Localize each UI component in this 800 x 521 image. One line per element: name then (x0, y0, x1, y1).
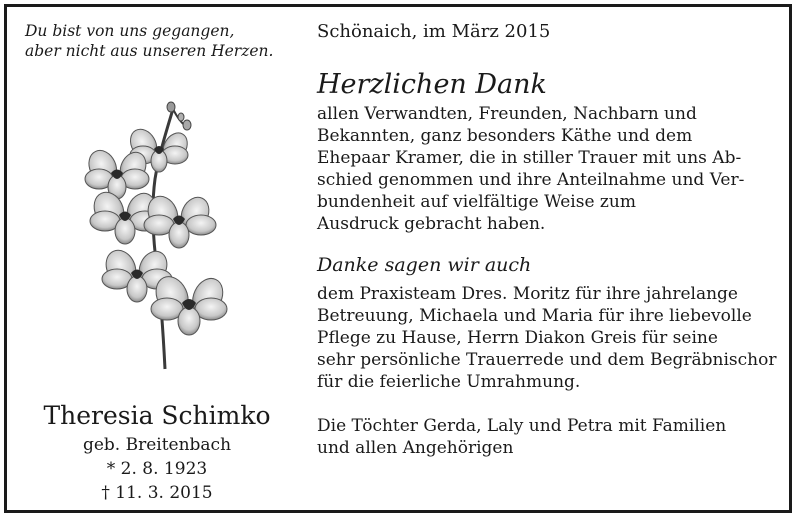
death-date: † 11. 3. 2015 (101, 483, 213, 503)
text-line: allen Verwandten, Freunden, Nachbarn und (317, 104, 697, 124)
birth-date: * 2. 8. 1923 (106, 459, 208, 479)
thanks-paragraph (317, 103, 777, 235)
text-line: bundenheit auf vielfältige Weise zum (317, 192, 636, 212)
maiden-name: geb. Breitenbach (82, 435, 232, 455)
motto-line: aber nicht aus unseren Herzen. (25, 42, 274, 60)
text-line: Betreuung, Michaela und Maria für ihre liebevolle (317, 306, 752, 326)
motto-line: Du bist von uns gegangen, (25, 22, 235, 40)
text-line: Ausdruck gebracht haben. (317, 214, 546, 234)
signature (317, 415, 777, 459)
motto (25, 21, 295, 61)
text-line: dem Praxisteam Dres. Moritz für ihre jahrelange (317, 284, 738, 304)
notice-text (317, 21, 777, 459)
notice-heading: Herzlichen Dank (317, 69, 547, 100)
thanks-paragraph-2 (317, 283, 777, 393)
text-line: schied genommen und ihre Anteilnahme und Ver- (317, 170, 745, 190)
deceased-name: Theresia Schimko (43, 401, 271, 430)
obituary-card (4, 4, 792, 513)
orchid-icon (77, 99, 237, 375)
place-date: Schönaich, im März 2015 (317, 21, 551, 42)
text-line: für die feierliche Umrahmung. (317, 372, 581, 392)
text-line: Ehepaar Kramer, die in stiller Trauer mit uns Ab- (317, 148, 742, 168)
text-line: sehr persönliche Trauerrede und dem Begräbnischor (317, 350, 777, 370)
text-line: Pflege zu Hause, Herrn Diakon Greis für seine (317, 328, 718, 348)
text-line: und allen Angehörigen (317, 438, 514, 458)
text-line: Bekannten, ganz besonders Käthe und dem (317, 126, 693, 146)
text-line: Die Töchter Gerda, Laly und Petra mit Familien (317, 416, 727, 436)
notice-subheading: Danke sagen wir auch (317, 254, 532, 276)
deceased-info (7, 399, 307, 505)
